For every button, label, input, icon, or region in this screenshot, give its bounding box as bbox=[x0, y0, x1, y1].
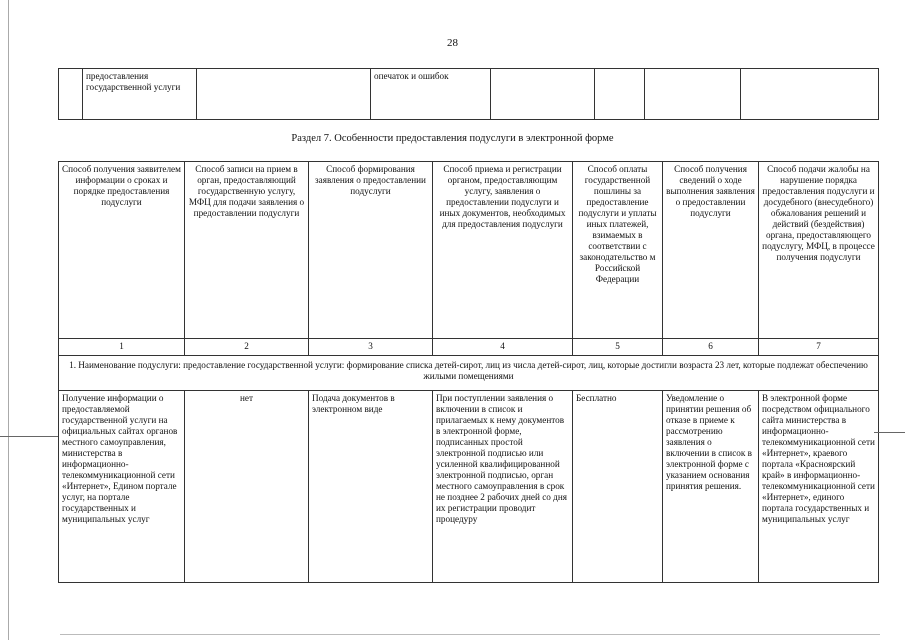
table-cell: предоставления государственной услуги bbox=[83, 69, 197, 120]
column-header: Способ получения заявителем информации о сроках и порядке предоставления подуслуги bbox=[59, 162, 185, 339]
scan-line-left bbox=[0, 436, 58, 437]
table-cell bbox=[59, 69, 83, 120]
bottom-scan-line bbox=[60, 634, 880, 635]
table-cell: Получение информации о предоставляемой государственной услуги на официальных сайтах органов местного самоуправления, министерства в информационно-телекоммуникационной сети «Интернет», Едином портале услуг, на портале государственных и муниципальных услуг bbox=[59, 391, 185, 583]
table-cell bbox=[645, 69, 741, 120]
table-cell bbox=[595, 69, 645, 120]
left-margin-line bbox=[8, 0, 9, 640]
page-number: 28 bbox=[447, 37, 458, 49]
table-cell: При поступлении заявления о включении в список и прилагаемых к нему документов в электронной форме, подписанных простой электронной подписью или усиленной квалифицированной электронной подписью, орган местного самоуправления в срок не позднее 2 рабочих дней со дня их регистрации проводит процедуру bbox=[433, 391, 573, 583]
column-header: Способ подачи жалобы на нарушение порядка предоставления подуслуги и досудебного (внесудебного) обжалования решений и действий (бездействия) органа, предоставляющего подуслугу, МФЦ, в процессе получения подуслуги bbox=[759, 162, 879, 339]
column-header: Способ формирования заявления о предоставлении подуслуги bbox=[309, 162, 433, 339]
table-cell: Подача документов в электронном виде bbox=[309, 391, 433, 583]
column-header: Способ приема и регистрации органом, предоставляющим услугу, заявления о предоставлении подуслуги и иных документов, необходимых для предоставления подуслуги bbox=[433, 162, 573, 339]
table-cell bbox=[741, 69, 879, 120]
table-cell: нет bbox=[185, 391, 309, 583]
column-header: Способ оплаты государственной пошлины за предоставление подуслуги и уплаты иных платежей, взимаемых в соответствии с законодательство м Российской Федерации bbox=[573, 162, 663, 339]
column-number: 6 bbox=[663, 339, 759, 356]
subservice-title-row bbox=[59, 356, 879, 391]
section-title: Раздел 7. Особенности предоставления подуслуги в электронной форме bbox=[291, 133, 614, 144]
scan-line-right bbox=[874, 432, 905, 433]
table-cell: Бесплатно bbox=[573, 391, 663, 583]
table-row bbox=[59, 391, 879, 583]
table-row bbox=[59, 69, 879, 120]
previous-section-table bbox=[58, 68, 879, 120]
column-number-row bbox=[59, 339, 879, 356]
header-row bbox=[59, 162, 879, 339]
electronic-form-table bbox=[58, 161, 879, 583]
table-cell: опечаток и ошибок bbox=[371, 69, 491, 120]
column-number: 4 bbox=[433, 339, 573, 356]
column-number: 5 bbox=[573, 339, 663, 356]
table-cell: В электронной форме посредством официального сайта министерства в информационно-телекоммуникационной сети «Интернет», краевого портала «Красноярский край» в информационно-телекоммуникационной сети «Интернет», единого портала государственных и муниципальных услуг bbox=[759, 391, 879, 583]
column-header: Способ записи на прием в орган, предоставляющий государственную услугу, МФЦ для подачи заявления о предоставлении подуслуги bbox=[185, 162, 309, 339]
column-number: 7 bbox=[759, 339, 879, 356]
subservice-title: 1. Наименование подуслуги: предоставление государственной услуги: формирование списка детей-сирот, лиц из числа детей-сирот, лиц, которые достигли возраста 23 лет, которые подлежат обеспечению жилыми помещениями bbox=[59, 356, 879, 391]
table-cell bbox=[197, 69, 371, 120]
column-number: 1 bbox=[59, 339, 185, 356]
table-cell: Уведомление о принятии решения об отказе в приеме к рассмотрению заявления о включении в список в электронной форме с указанием основания принятия решения. bbox=[663, 391, 759, 583]
column-number: 3 bbox=[309, 339, 433, 356]
column-header: Способ получения сведений о ходе выполнения заявления о предоставлении подуслуги bbox=[663, 162, 759, 339]
column-number: 2 bbox=[185, 339, 309, 356]
table-cell bbox=[491, 69, 595, 120]
